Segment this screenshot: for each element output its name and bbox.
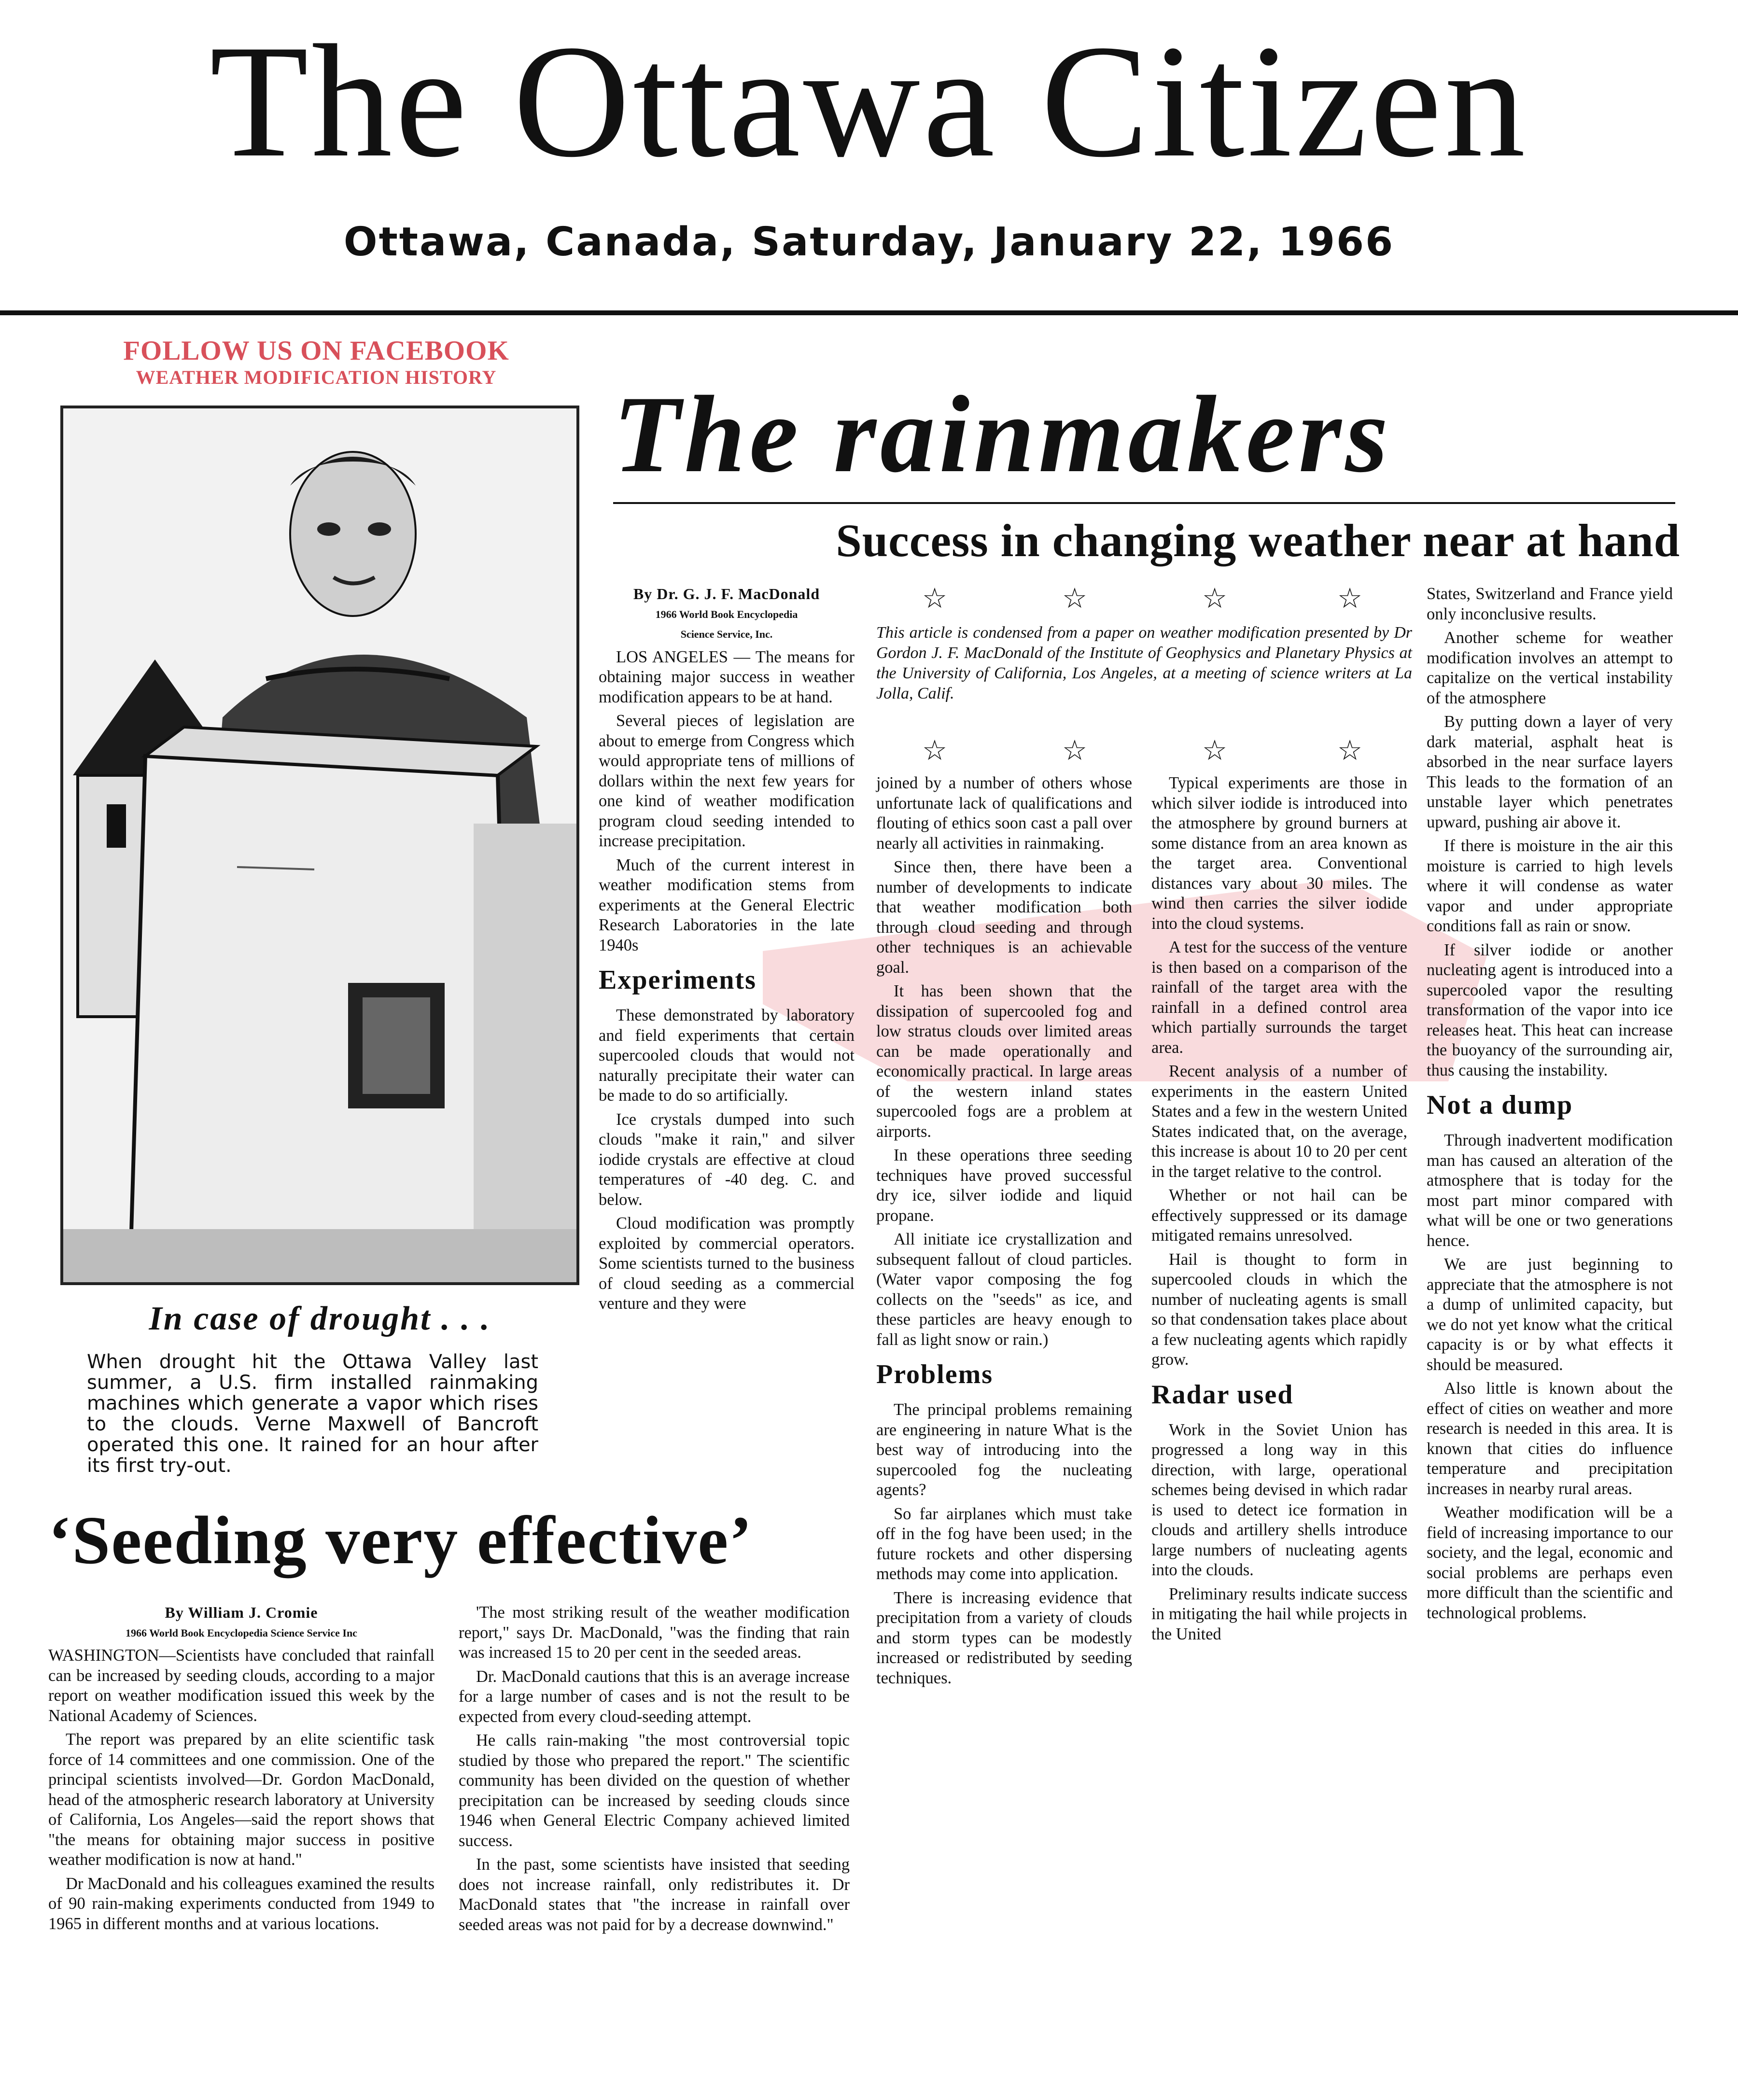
rainmaking-machine-photo [60, 406, 579, 1285]
paragraph: Much of the current interest in weather modification stems from experiments at the General Electric Research Laboratories in the late 1940s [599, 855, 855, 954]
paragraph: Typical experiments are those in which silver iodide is introduced into the atmosphere by ground burners at some distance from an area known as the target area. Conventional distances vary about 30 miles. The wind then carries the silver iodide into the cloud systems. [1151, 774, 1407, 933]
subhead-problems: Problems [876, 1359, 994, 1389]
star-row-bottom [869, 736, 1429, 765]
paragraph: Ice crystals dumped into such clouds "make it rain," and silver iodide crystals are effective at cloud temperatures of -40 deg. C. and below. [599, 1110, 855, 1209]
paragraph: Work in the Soviet Union has progressed a long way in this direction, with large, operational schemes being devised in which radar is used to detect ice formation in clouds and artillery shells introduce large numbers of nucleating agents into the clouds. [1151, 1420, 1407, 1579]
star-icon: ☆ [1202, 734, 1227, 767]
star-icon: ☆ [1337, 582, 1362, 615]
facebook-promo[interactable] [116, 336, 517, 389]
paragraph: Dr MacDonald and his colleagues examined the results of 90 rain-making experiments conducted from 1949 to 1965 in different months and at various locations. [48, 1874, 434, 1933]
paragraph: A test for the success of the venture is then based on a comparison of the rainfall of the target area with the rainfall in a defined control area which partially surrounds the target area. [1151, 938, 1407, 1057]
second-article-column-1 [48, 1603, 434, 1938]
paragraph: In the past, some scientists have insisted that seeding does not increase rainfall, only redistributes it. Dr MacDonald states that "the increase in rainfall over seeded areas was not paid for by a decrease downwind." [459, 1855, 850, 1934]
star-row-top [869, 584, 1429, 613]
masthead-rule [0, 310, 1738, 315]
promo-line-2: WEATHER MODIFICATION HISTORY [136, 366, 497, 388]
main-article-column-4 [1427, 584, 1673, 1627]
paragraph: Weather modification will be a field of increasing importance to our society, and the legal, economic and social problems are perhaps even more difficult than the scientific and technological problems. [1427, 1503, 1673, 1622]
paragraph: 'The most striking result of the weather modification report," says Dr. MacDonald, "was the finding that rain was increased 15 to 20 per cent in the seeded areas. [459, 1603, 850, 1662]
masthead [0, 0, 1738, 319]
paragraph: Hail is thought to form in supercooled clouds in which the number of nucleating agents is small so that condensation takes place about a few nucleating agents which rapidly grow. [1151, 1250, 1407, 1369]
star-icon: ☆ [1062, 582, 1087, 615]
paragraph: Through inadvertent modification man has caused an alteration of the atmosphere that is today for the most part minor compared with what will be one or two generations hence. [1427, 1131, 1673, 1250]
photo-illustration [63, 408, 576, 1282]
second-byline: By William J. Cromie [165, 1604, 318, 1621]
paragraph: By putting down a layer of very dark material, asphalt heat is absorbed in the near surface layers This leads to the formation of an unstable layer which penetrates upward, pushing air above it. [1427, 713, 1673, 831]
paragraph: So far airplanes which must take off in the fog have been used; in the future rockets and other dispersing methods may come into application. [876, 1504, 1132, 1583]
dateline: Ottawa, Canada, Saturday, January 22, 1966 [343, 219, 1395, 265]
star-icon: ☆ [922, 582, 947, 615]
main-article-column-2 [876, 773, 1132, 1692]
promo-line-1: FOLLOW US ON FACEBOOK [123, 336, 509, 366]
paragraph: Also little is known about the effect of cities on weather and more research is needed in this area. It is known that cities do influence temperature and precipitation increases in nearby rural areas. [1427, 1379, 1673, 1498]
paragraph: If there is moisture in the air this moisture is carried to high levels where it will condense as water vapor and under appropriate conditions fall as rain or snow. [1427, 837, 1673, 935]
paragraph: Another scheme for weather modification involves an attempt to capitalize on the vertical instability of the atmosphere [1427, 629, 1673, 707]
newspaper-title: The Ottawa Citizen [210, 12, 1528, 191]
subhead-radar-used: Radar used [1151, 1379, 1294, 1410]
subhead-experiments: Experiments [599, 965, 757, 995]
photo-caption-title: In case of drought . . . [149, 1300, 491, 1337]
main-subheadline: Success in changing weather near at hand [836, 515, 1680, 566]
main-headline-rule [613, 502, 1675, 504]
paragraph: Since then, there have been a number of developments to indicate that weather modification both through cloud seeding and through other techniques is an achievable goal. [876, 858, 1132, 977]
paragraph: It has been shown that the dissipation of supercooled fog and low stratus clouds over limited areas can be made operationally and economically practical. In large areas of the western inland states supercooled fogs are a problem at airports. [876, 982, 1132, 1141]
paragraph: There is increasing evidence that precipitation from a variety of clouds and storm types can be modestly increased or redistributed by seeding techniques. [876, 1588, 1132, 1687]
main-byline-sub-1: 1966 World Book Encyclopedia [655, 608, 798, 620]
paragraph: Cloud modification was promptly exploited by commercial operators. Some scientists turned to the business of cloud seeding as a commercial venture and they were [599, 1214, 855, 1313]
paragraph: Recent analysis of a number of experiments in the eastern United States and a few in the western United States indicated that, on the average, this increase is about 10 to 20 per cent in the target relative to the control. [1151, 1062, 1407, 1181]
paragraph: The report was prepared by an elite scientific task force of 14 committees and one commission. One of the principal scientists involved—Dr. Gordon MacDonald, head of the atmospheric research laboratory at University of California, Los Angeles—said the report shows that "the means for obtaining major success in positive weather modification is now at hand." [48, 1730, 434, 1869]
main-article-column-3 [1151, 773, 1407, 1648]
star-icon: ☆ [1062, 734, 1087, 767]
main-byline-sub-2: Science Service, Inc. [680, 628, 773, 640]
star-icon: ☆ [922, 734, 947, 767]
editor-note: This article is condensed from a paper on weather modification presented by Dr Gordon J. F. MacDonald of the Institute of Geophysics and Planetary Physics at the University of California, Los Angeles, at a meeting of science writers at La Jolla, Calif. [876, 624, 1412, 702]
paragraph: LOS ANGELES — The means for obtaining major success in weather modification appears to be at hand. [599, 647, 855, 706]
subhead-not-a-dump: Not a dump [1427, 1090, 1573, 1120]
paragraph: Preliminary results indicate success in mitigating the hail while projects in the United [1151, 1584, 1407, 1643]
photo-caption-text: When drought hit the Ottawa Valley last summer, a U.S. firm installed rainmaking machines which generate a vapor which rises to the clouds. Verne Maxwell of Bancroft operated this one. It rained for an hour after its first try-out. [87, 1351, 538, 1477]
paragraph: In these operations three seeding techniques have proved successful dry ice, silver iodide and liquid propane. [876, 1146, 1132, 1225]
paragraph: Dr. MacDonald cautions that this is an average increase for a large number of cases and is not the result to be expected from every cloud-seeding attempt. [459, 1667, 850, 1726]
paragraph: These demonstrated by laboratory and field experiments that certain supercooled clouds that would not naturally precipitate their water can be made to do so artificially. [599, 1006, 855, 1105]
paragraph: If silver iodide or another nucleating agent is introduced into a supercooled vapor the resulting transformation of the vapor into ice releases heat. This heat can increase the buoyancy of the surrounding air, thus causing the instability. [1427, 940, 1673, 1079]
paragraph: joined by a number of others whose unfortunate lack of qualifications and flouting of ethics soon cast a pall over nearly all activities in rainmaking. [876, 774, 1132, 853]
paragraph: WASHINGTON—Scientists have concluded that rainfall can be increased by seeding clouds, according to a major report on weather modification issued this week by the National Academy of Sciences. [48, 1646, 434, 1725]
main-headline: The rainmakers [613, 374, 1392, 495]
second-article-column-2 [459, 1603, 850, 1939]
second-headline: ‘Seeding very effective’ [48, 1502, 753, 1578]
star-icon: ☆ [1337, 734, 1362, 767]
paragraph: We are just beginning to appreciate that the atmosphere is not a dump of unlimited capacity, but we do not yet know what the critical capacity is or by what effects it should be measured. [1427, 1255, 1673, 1374]
main-byline: By Dr. G. J. F. MacDonald [633, 585, 820, 602]
paragraph: Several pieces of legislation are about to emerge from Congress which would appropriate tens of millions of dollars within the next few years for one kind of weather modification program cloud seeding intended to increase precipitation. [599, 712, 855, 850]
paragraph: All initiate ice crystallization and subsequent fallout of cloud particles. (Water vapor composing the fog collects on the "seeds" as ice, and these particles are heavy enough to fall as light snow or rain.) [876, 1230, 1132, 1349]
paragraph: The principal problems remaining are engineering in nature What is the best way of introducing into the supercooled fog the nucleating agents? [876, 1400, 1132, 1499]
paragraph: Whether or not hail can be effectively suppressed or its damage mitigated remains unresolved. [1151, 1186, 1407, 1245]
second-byline-sub: 1966 World Book Encyclopedia Science Service Inc [126, 1626, 357, 1639]
paragraph: He calls rain-making "the most controversial topic studied by those who prepared the report." The scientific community has been divided on the question of whether precipitation can be increased by seeding clouds since 1946 when General Electric Company achieved limited success. [459, 1731, 850, 1850]
main-article-column-1 [599, 584, 855, 1318]
paragraph: States, Switzerland and France yield only inconclusive results. [1427, 585, 1673, 623]
star-icon: ☆ [1202, 582, 1227, 615]
